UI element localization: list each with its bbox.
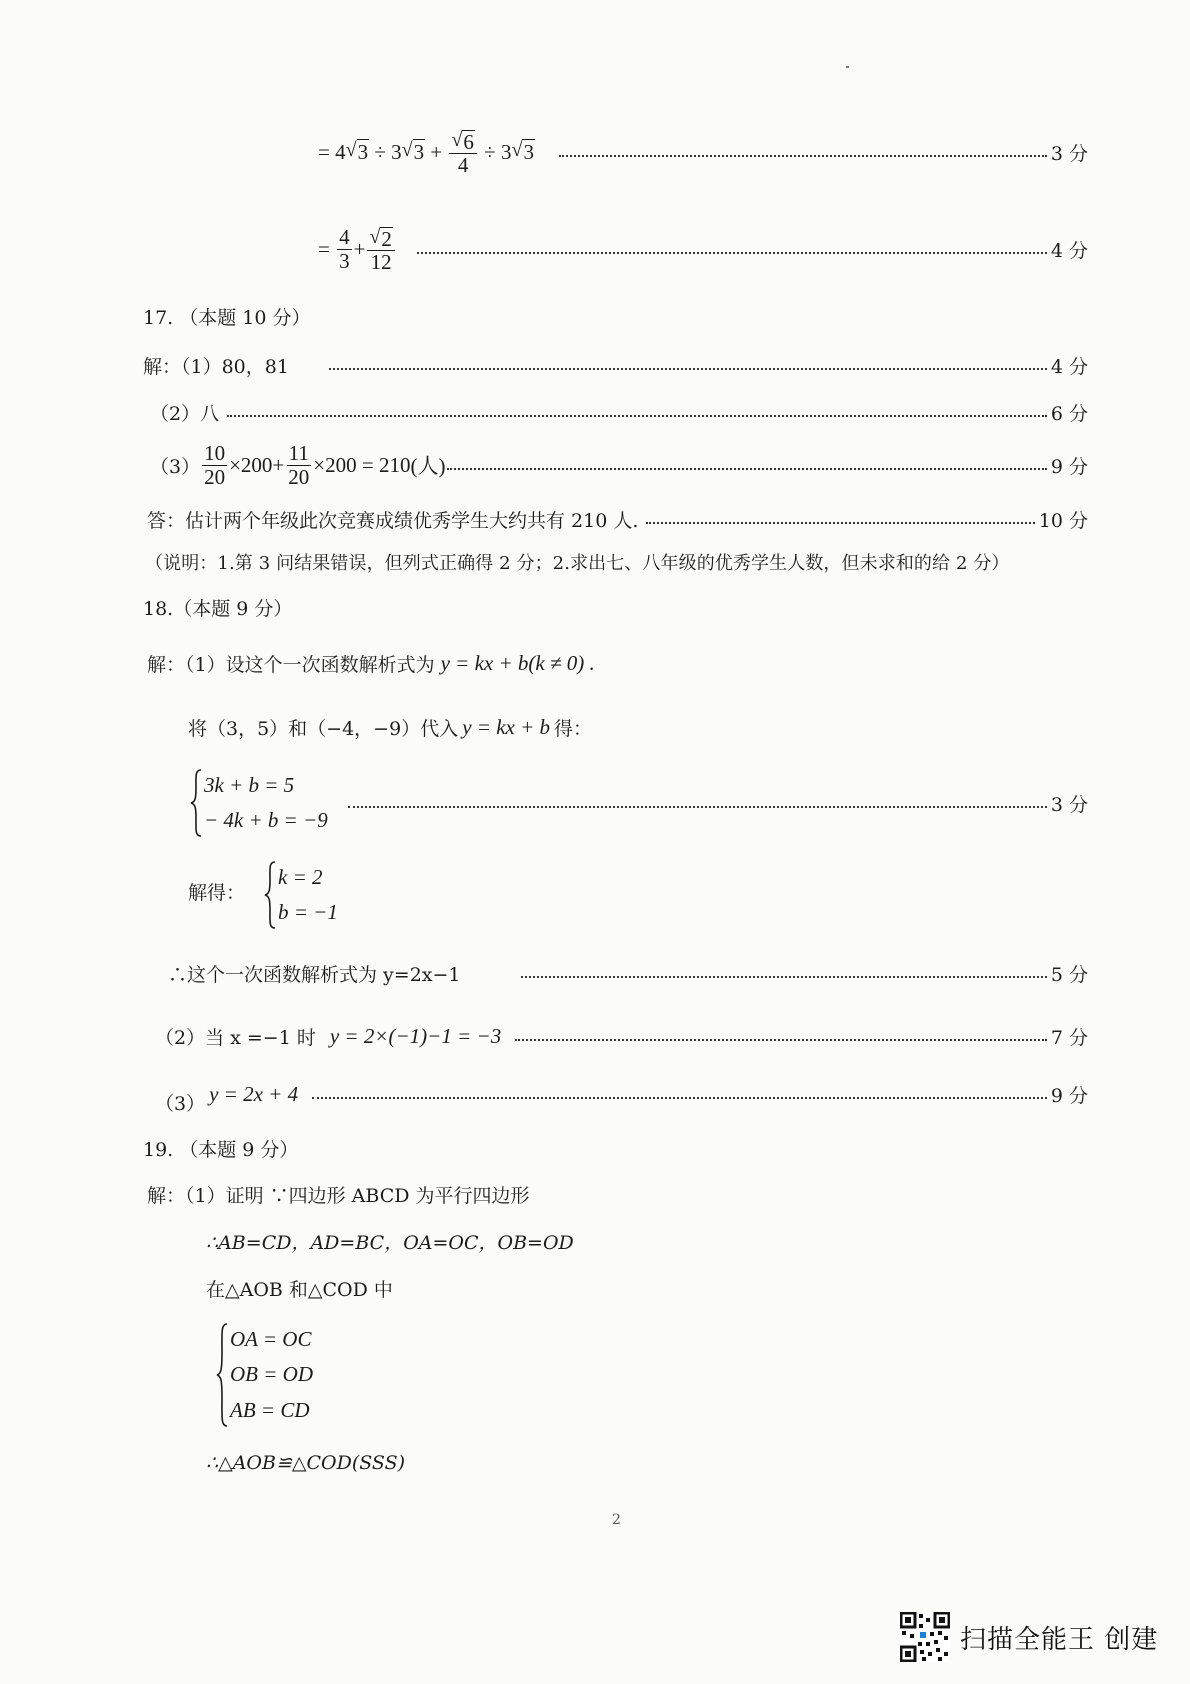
equation: b = −1 <box>278 900 338 924</box>
q18-substitution <box>188 712 592 742</box>
scanner-watermark <box>900 1612 1158 1662</box>
page-number: 2 <box>612 1512 621 1528</box>
score: 5 分 <box>1050 963 1088 986</box>
score: 6 分 <box>1050 402 1088 425</box>
score: 10 分 <box>1038 509 1088 532</box>
q18-conclusion-text: ∴这个一次函数解析式为 y=2x−1 <box>168 963 461 986</box>
q18-part3-text: （3） <box>155 1092 206 1115</box>
left-brace <box>216 1322 228 1428</box>
qr-code-icon <box>900 1612 950 1662</box>
score: 9 分 <box>1050 455 1088 478</box>
score: 4 分 <box>1050 239 1088 262</box>
q19-system <box>216 1322 313 1428</box>
q18-system-1-score <box>340 788 1088 818</box>
q18-part2-formula: y = 2×(−1)−1 = −3 <box>329 1023 502 1048</box>
dot-leader <box>521 976 1047 978</box>
q19-triangles: 在△AOB 和△COD 中 <box>206 1279 393 1301</box>
score: 9 分 <box>1050 1084 1088 1107</box>
dot-leader <box>227 415 1047 417</box>
q19-system-equations <box>228 1322 313 1428</box>
q18-part1 <box>147 648 595 678</box>
score: 3 分 <box>1050 142 1088 165</box>
q17-part1 <box>143 350 1088 380</box>
q17-part3-formula: $\frac{10}{20}$ ×200+ $\frac{11}{20}$ ×200 = 210 (人) <box>204 441 446 489</box>
q18-part1-formula: y = kx + b(k ≠ 0) . <box>440 650 595 675</box>
equation: AB = CD <box>230 1397 310 1422</box>
q17-part2-text: （2）八 <box>150 402 220 425</box>
q18-heading: 18.（本题 9 分） <box>143 598 293 620</box>
q19-conclusion: ∴△AOB≌△COD(SSS) <box>206 1452 406 1474</box>
q18-conclusion <box>168 958 1088 988</box>
dot-leader <box>329 368 1047 370</box>
q18-substitution-text: 将（3，5）和（−4，−9）代入 <box>188 717 459 740</box>
q18-part1-text: 解：（1）设这个一次函数解析式为 <box>147 653 435 676</box>
q18-system-2 <box>264 860 338 930</box>
dot-leader <box>348 806 1047 808</box>
q18-system-2-equations <box>276 860 338 930</box>
dot-leader <box>312 1097 1047 1099</box>
left-brace <box>190 768 202 838</box>
dot-leader <box>515 1039 1047 1041</box>
dot-leader <box>646 522 1034 524</box>
q17-part1-text: 解：（1）80，81 <box>143 355 289 378</box>
q17-part2 <box>150 397 1088 427</box>
q18-substitution-formula: y = kx + b <box>462 714 551 739</box>
q18-part3-formula: y = 2x + 4 <box>209 1081 299 1106</box>
equation: OA = OC <box>230 1327 312 1352</box>
q19-deduction: ∴AB=CD，AD=BC，OA=OC，OB=OD <box>206 1232 574 1254</box>
q17-answer-text: 答：估计两个年级此次竞赛成绩优秀学生大约共有 210 人. <box>147 509 639 532</box>
equation: OB = OD <box>230 1362 313 1387</box>
q19-heading: 19. （本题 9 分） <box>143 1139 299 1161</box>
q18-part2 <box>155 1020 1088 1052</box>
watermark-text: 扫描全能王 创建 <box>960 1624 1159 1655</box>
equation: 3k + b = 5 <box>204 773 295 797</box>
equation: − 4k + b = −9 <box>204 808 328 832</box>
q17-answer <box>147 504 1088 534</box>
dot-leader <box>417 252 1047 254</box>
q16-step-2 <box>318 218 1088 280</box>
q18-substitution-suffix: 得： <box>554 717 593 740</box>
q19-statement: 解：（1）证明 ∵四边形 ABCD 为平行四边形 <box>147 1185 530 1207</box>
q18-solve-label: 解得： <box>188 882 246 904</box>
q17-part3 <box>150 436 1088 494</box>
q17-part3-unit: (人) <box>410 454 446 478</box>
dot-leader <box>559 155 1047 157</box>
score: 3 分 <box>1050 793 1088 816</box>
q18-part3 <box>155 1078 1088 1115</box>
score: 7 分 <box>1050 1026 1088 1049</box>
q18-system-1 <box>190 768 328 838</box>
equation: k = 2 <box>278 865 323 889</box>
left-brace <box>264 860 276 930</box>
q17-part3-prefix: （3） <box>150 455 201 478</box>
q16-step-1 <box>318 122 1088 182</box>
scan-speck <box>846 66 849 68</box>
q18-part2-text: （2）当 x =−1 时 <box>155 1026 316 1049</box>
q17-note: （说明：1.第 3 问结果错误，但列式正确得 2 分；2.求出七、八年级的优秀学生人数，但未求和的给 2 分） <box>145 553 1010 574</box>
q16-expression-2: = $\frac{4}{3}$ + √ 2 12 <box>318 225 397 273</box>
q16-expression-1: = 4 √ 3 ÷ 3 √ 3 + √ 6 4 ÷ 3 √ 3 <box>318 128 534 177</box>
score: 4 分 <box>1050 355 1088 378</box>
q18-system-1-equations <box>202 768 328 838</box>
dot-leader <box>447 468 1046 470</box>
q17-heading: 17. （本题 10 分） <box>143 307 311 329</box>
